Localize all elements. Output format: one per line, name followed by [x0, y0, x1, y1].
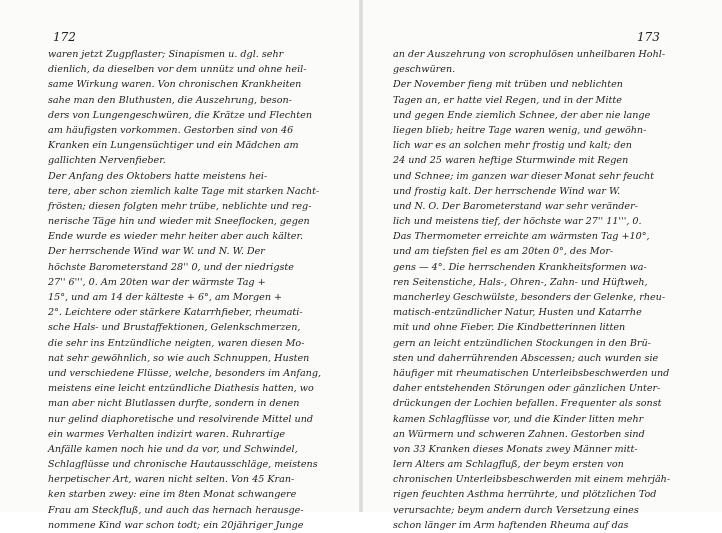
text-line: gern an leicht entzündlichen Stockungen in den Brü-	[393, 337, 651, 349]
text-line: waren jetzt Zugpflaster; Sinapismen u. dgl. sehr	[48, 49, 284, 60]
text-line: mancherley Geschwülste, besonders der Gelenke, rheu-	[393, 292, 666, 303]
text-line: Tagen an, er hatte viel Regen, und in der Mitte	[393, 94, 622, 106]
text-line: mit und ohne Fieber. Die Kindbetterinnen litten	[393, 322, 626, 334]
text-line: nommene Kind war schon todt; ein 20jähriger Junge	[48, 519, 304, 531]
right-page	[361, 0, 722, 531]
text-line: drückungen der Lochien befallen. Frequenter als sonst	[393, 398, 662, 410]
text-line: 24 und 25 waren heftige Sturmwinde mit Regen	[393, 155, 629, 167]
text-line: von 33 Kranken dieses Monats zwey Männer mitt-	[393, 443, 638, 455]
text-line: Der November fieng mit trüben und neblichten	[393, 79, 623, 91]
text-line: an Würmern und schweren Zahnen. Gestorben sind	[393, 428, 645, 440]
text-line: frösten; diesen folgten mehr trübe, neblichte und reg-	[48, 200, 312, 212]
text-line: daher entstehenden Störungen oder gänzlichen Unter-	[393, 383, 661, 395]
left-page	[0, 0, 361, 531]
text-line: kamen Schlagflüsse vor, und die Kinder litten mehr	[393, 413, 644, 425]
text-line: rigen feuchten Asthma herrührte, und plötzlichen Tod	[393, 489, 657, 501]
text-line: 2°. Leichtere oder stärkere Katarrhfieber, rheumati-	[48, 307, 303, 319]
text-line: nerische Täge hin und wieder mit Sneeflocken, gegen	[48, 216, 310, 228]
page-number-left: 172	[53, 30, 76, 44]
text-line: Ende wurde es wieder mehr heiter aber auch kälter.	[48, 231, 304, 243]
text-line: Anfälle kamen noch hie und da vor, und Schwindel,	[48, 443, 298, 455]
text-line: verursachte; beym andern durch Versetzung eines	[393, 504, 639, 516]
text-line: lich und meistens tief, der höchste war 27'' 11''', 0.	[393, 216, 642, 228]
text-line: meistens eine leicht entzündliche Diathesis hatten, wo	[48, 383, 314, 395]
text-line: und N. O. Der Barometerstand war sehr veränder-	[393, 200, 638, 212]
right-page-text	[393, 47, 675, 533]
text-line: herpetischer Art, waren nicht selten. Von 45 Kran-	[48, 474, 295, 486]
text-line: geschwüren.	[393, 64, 456, 76]
text-line: sche Hals- und Brustaffektionen, Gelenkschmerzen,	[48, 322, 301, 334]
text-line: Schlagflüsse und chronische Hautausschläge, meistens	[48, 459, 318, 471]
text-line: die sehr ins Entzündliche neigten, waren diesen Mo-	[48, 337, 305, 349]
text-line: und verschiedene Flüsse, welche, besonders im Anfang,	[48, 367, 322, 379]
text-line: ders von Lungengeschwüren, die Krätze und Flechten	[48, 109, 313, 121]
text-line: man aber nicht Blutlassen durfte, sondern in denen	[48, 398, 300, 410]
text-line: Kranken ein Lungensüchtiger und ein Mädchen am	[48, 140, 299, 152]
text-line: höchste Barometerstand 28'' 0, und der niedrigste	[48, 261, 294, 273]
text-line: Das Thermometer erreichte am wärmsten Tag +10°,	[393, 231, 650, 243]
text-line: sten und daherrührenden Abscessen; auch wurden sie	[393, 352, 659, 364]
text-line: lich war es an solchen mehr frostig und kalt; den	[393, 140, 632, 152]
text-line: am häufigsten vorkommen. Gestorben sind von 46	[48, 124, 294, 136]
text-line: 15°, und am 14 der kälteste + 6°, am Morgen +	[48, 292, 283, 303]
text-line: und Schnee; im ganzen war dieser Monat sehr feucht	[393, 170, 655, 182]
text-line: Der Anfang des Oktobers hatte meistens hei-	[48, 170, 268, 182]
text-line: 27'' 6''', 0. Am 20ten war der wärmste Tag +	[48, 276, 266, 288]
left-page-text	[48, 47, 320, 533]
text-line: gens — 4°. Die herrschenden Krankheitsformen wa-	[393, 261, 647, 273]
text-line: und frostig kalt. Der herrschende Wind war W.	[393, 185, 621, 197]
text-line: Frau am Steckfluß, und auch das hernach herausge-	[48, 504, 304, 516]
text-line: an der Auszehrung von scrophulösen unheilbaren Hohl-	[393, 49, 666, 60]
text-line: schon länger im Arm haftenden Rheuma auf das	[393, 519, 629, 531]
text-line: und am tiefsten fiel es am 20ten 0°, des Mor-	[393, 246, 614, 258]
text-line: häufiger mit rheumatischen Unterleibsbeschwerden und	[393, 367, 670, 379]
text-line: und gegen Ende ziemlich Schnee, der aber nie lange	[393, 109, 651, 121]
text-line: nur gelind diaphoretische und resolvirende Mittel und	[48, 413, 314, 425]
text-line: chronischen Unterleibsbeschwerden mit einem mehrjäh-	[393, 474, 671, 486]
text-line: ein warmes Verhalten indizirt waren. Ruhrartige	[48, 428, 286, 440]
text-line: gallichten Nervenfieber.	[48, 155, 166, 167]
text-line: lern Alters am Schlagfluß, der beym ersten von	[393, 459, 624, 471]
text-line: nat sehr gewöhnlich, so wie auch Schnuppen, Husten	[48, 352, 310, 364]
text-line: matisch-entzündlicher Natur, Husten und Katarrhe	[393, 307, 642, 319]
text-line: tere, aber schon ziemlich kalte Tage mit starken Nacht-	[48, 185, 320, 197]
text-line: same Wirkung waren. Von chronischen Krankheiten	[48, 79, 302, 91]
text-line: ren Seitenstiche, Hals-, Ohren-, Zahn- und Hüftweh,	[393, 276, 648, 288]
text-line: liegen blieb; heitre Tage waren wenig, und gewöhn-	[393, 124, 647, 136]
text-line: Der herrschende Wind war W. und N. W. Der	[48, 246, 265, 258]
page-number-right: 173	[637, 30, 660, 44]
text-line: sahe man den Bluthusten, die Auszehrung, beson-	[48, 94, 292, 106]
text-line: dienlich, da dieselben vor dem unnütz und ohne heil-	[48, 64, 307, 76]
text-line: ken starben zwey: eine im 8ten Monat schwangere	[48, 489, 297, 501]
